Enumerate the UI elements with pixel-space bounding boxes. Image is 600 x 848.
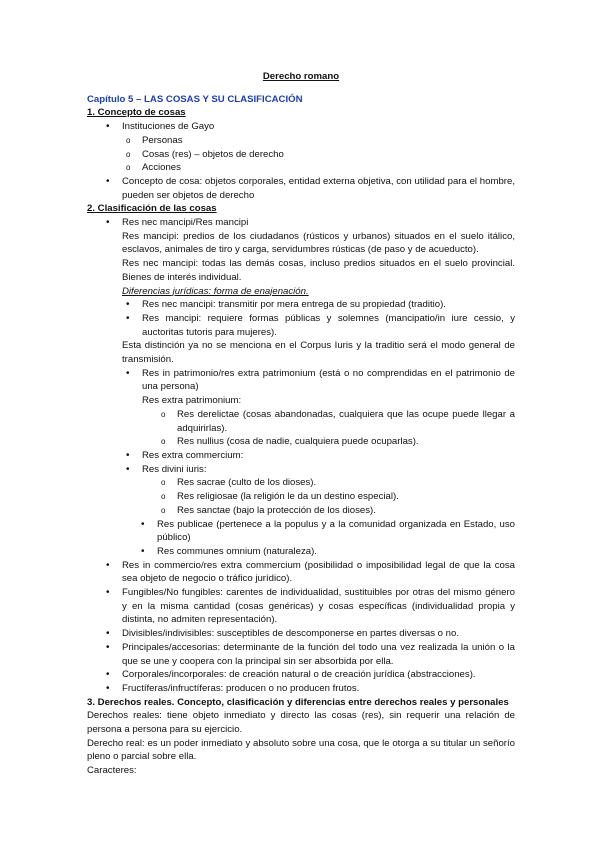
bullet-nec-mancipi: • Res nec mancipi/Res mancipi	[122, 216, 515, 230]
derechos-reales-paragraph: Derechos reales: tiene objeto inmediato y directo las cosas (res), sin requerir una relación de persona a persona para su ejercicio.	[87, 710, 515, 736]
bullet-fructiferas: • Fructíferas/infructíferas: producen o no producen frutos.	[122, 682, 515, 696]
caracteres-label: Caracteres:	[87, 765, 137, 777]
gayo-item-cosas: o Cosas (res) – objetos de derecho	[142, 148, 515, 162]
extra-item-derelictae: o Res derelictae (cosas abandonadas, cualquiera que las ocupe puede llegar a adquirirlas).	[177, 408, 515, 435]
bullet-divini-iuris: • Res divini iuris:	[142, 463, 515, 477]
divini-item-religiosae: o Res religiosae (la religión le da un destino especial).	[177, 490, 515, 504]
dif-item-nec-mancipi: • Res nec mancipi: transmitir por mera entrega de su propiedad (traditio).	[142, 298, 515, 312]
divini-item-sacrae: o Res sacrae (culto de los dioses).	[177, 476, 515, 490]
section-3-heading: 3. Derechos reales. Concepto, clasificación y diferencias entre derechos reales y personales	[87, 696, 509, 708]
section-1-heading: 1. Concepto de cosas	[87, 107, 186, 119]
bullet-principales: • Principales/accesorias: determinante de la función del todo una vez realizada la unión o la que se une y coopera con la principal sin ser absorbida por ella.	[122, 641, 515, 668]
bullet-commercio: • Res in commercio/res extra commercium (posibilidad o imposibilidad legal de que la cosa sea objeto de negocio o tráfico jurídico).	[122, 559, 515, 586]
bullet-communes: • Res communes omnium (naturaleza).	[157, 545, 515, 559]
bullet-patrimonio: • Res in patrimonio/res extra patrimonium (está o no comprendidas en el patrimonio de una persona)	[142, 367, 515, 394]
nec-mancipi-definition: Res nec mancipi: todas las demás cosas, incluso predios situados en el suelo provincial. Bienes de interés individual.	[122, 258, 515, 283]
derecho-real-paragraph: Derecho real: es un poder inmediato y absoluto sobre una cosa, que le otorga a su titular un señorío pleno o parcial sobre ella.	[87, 737, 515, 763]
extra-item-nullius: o Res nullius (cosa de nadie, cualquiera puede ocuparlas).	[177, 435, 515, 449]
bullet-fungibles: • Fungibles/No fungibles: carentes de individualidad, sustituibles por otras del mismo género y en la misma cantidad (cosas genéricas) y cosas específicas (individualidad propia y distinta, no admiten representación).	[122, 586, 515, 627]
diferencias-juridicas: Diferencias jurídicas: forma de enajenación.	[122, 285, 309, 297]
document-title: Derecho romano	[262, 71, 340, 82]
bullet-concepto: • Concepto de cosa: objetos corporales, entidad externa objetiva, con utilidad para el hombre, pueden ser objetos de derecho	[122, 175, 515, 202]
section-2-heading: 2. Clasificación de las cosas	[87, 203, 217, 215]
divini-item-sanctae: o Res sanctae (bajo la protección de los dioses).	[177, 504, 515, 518]
distincion-paragraph: Esta distinción ya no se menciona en el Corpus Iuris y la traditio será el modo general de transmisión.	[122, 340, 515, 366]
bullet-corporales: • Corporales/incorporales: de creación natural o de creación jurídica (abstracciones).	[122, 668, 515, 682]
dif-item-mancipi: • Res mancipi: requiere formas públicas y solemnes (mancipatio/in iure cessio, y auctoritas tutoris para mujeres).	[142, 312, 515, 339]
mancipi-definition: Res mancipi: predios de los ciudadanos (rústicos y urbanos) situados en el suelo itálico, esclavos, animales de tiro y carga, servidumbres rústicas (de paso y de acueducto).	[122, 230, 515, 256]
bullet-gayo: • Instituciones de Gayo	[122, 120, 515, 134]
gayo-item-personas: o Personas	[142, 134, 515, 148]
bullet-divisibles: • Divisibles/indivisibles: susceptibles de descomponerse en partes diversas o no.	[122, 627, 515, 641]
chapter-heading: Capítulo 5 – LAS COSAS Y SU CLASIFICACIÓN	[87, 93, 303, 105]
gayo-item-acciones: o Acciones	[142, 161, 515, 175]
extra-patrimonium-label: Res extra patrimonium:	[142, 395, 242, 407]
document-page	[87, 70, 515, 778]
bullet-publicae: • Res publicae (pertenece a la populus y a la comunidad organizada en Estado, uso público)	[157, 518, 515, 545]
bullet-extra-commercium: • Res extra commercium:	[142, 449, 515, 463]
